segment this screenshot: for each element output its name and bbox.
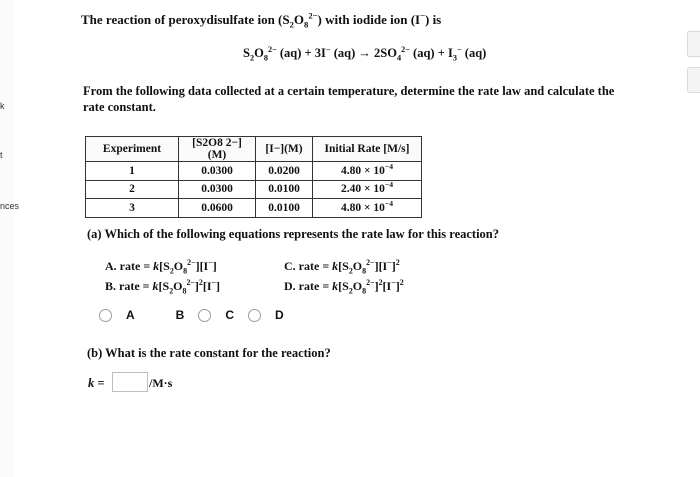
table-row	[86, 180, 422, 199]
radio-b-label: B	[175, 308, 185, 322]
cell-rate: $4.80 \times 10^{-4}$	[313, 199, 422, 218]
cell-s2o8: 0.0300	[179, 180, 256, 199]
cell-rate: $2.40 \times 10^{-4}$	[313, 180, 422, 199]
question-b-prompt: (b) What is the rate constant for the reaction?	[87, 346, 331, 360]
rate-constant-input[interactable]	[112, 372, 148, 392]
table-header-row	[86, 137, 422, 162]
left-edge-label: t	[0, 150, 3, 160]
radio-d-label: D	[275, 308, 284, 322]
table-row	[86, 162, 422, 181]
problem-title: The reaction of peroxydisulfate ion $(S_2O_8^{2-})$ with iodide ion (I−) is	[81, 10, 442, 30]
reaction-equation: $S_2O_8^{2-}$ (aq) + 3I− $(aq) \to 2SO_4^{2-}$ $(aq) + I_3^-$ (aq)	[243, 44, 487, 63]
radio-c-label: C	[225, 308, 235, 322]
cell-s2o8: 0.0300	[179, 162, 256, 181]
cell-experiment: 3	[86, 199, 179, 218]
cell-s2o8: 0.0600	[179, 199, 256, 218]
radio-a[interactable]	[99, 309, 112, 322]
question-a-prompt: (a) Which of the following equations represents the rate law for this reaction?	[87, 227, 500, 241]
k-units: /M·s	[149, 376, 173, 390]
cell-experiment: 1	[86, 162, 179, 181]
left-edge-label: k	[0, 101, 5, 111]
col-header-s2o8-text: [S2O8 2−](M)	[192, 137, 242, 161]
right-edge-tab[interactable]	[687, 67, 700, 93]
cell-iodide: 0.0100	[256, 180, 313, 199]
cell-rate: $4.80 \times 10^{-4}$	[313, 162, 422, 181]
right-edge-tab[interactable]	[687, 31, 700, 57]
instructions-line-1: From the following data collected at a certain temperature, determine the rate law and calculate the	[83, 84, 615, 98]
left-edge-label: nces	[0, 201, 20, 211]
cell-iodide: 0.0100	[256, 199, 313, 218]
answer-choices	[99, 308, 298, 322]
radio-d[interactable]	[248, 309, 261, 322]
option-a-text: A. rate = $k[S_2O_8^{2-}][I^-]$	[105, 258, 217, 276]
k-label: k =	[88, 376, 105, 390]
col-header-rate: Initial Rate [M/s]	[313, 137, 422, 162]
option-d-text: D. rate = $k[S_2O_8^{2-}]^2[I^-]^2$	[284, 278, 404, 296]
instructions-line-2: rate constant.	[83, 100, 156, 114]
col-header-experiment: Experiment	[86, 137, 179, 162]
table-row	[86, 199, 422, 218]
data-table	[85, 136, 422, 218]
col-header-iodide: [I−](M)	[256, 137, 313, 162]
cell-experiment: 2	[86, 180, 179, 199]
col-header-s2o8	[179, 137, 256, 162]
option-b-text: B. rate = $k[S_2O_8^{2-}]^2[I^-]$	[105, 278, 221, 296]
left-edge-panel	[0, 0, 14, 477]
option-c-text: C. rate = $k[S_2O_8^{2-}][I^-]^2$	[284, 258, 400, 276]
radio-a-label: A	[126, 308, 135, 322]
radio-c[interactable]	[198, 309, 211, 322]
cell-iodide: 0.0200	[256, 162, 313, 181]
